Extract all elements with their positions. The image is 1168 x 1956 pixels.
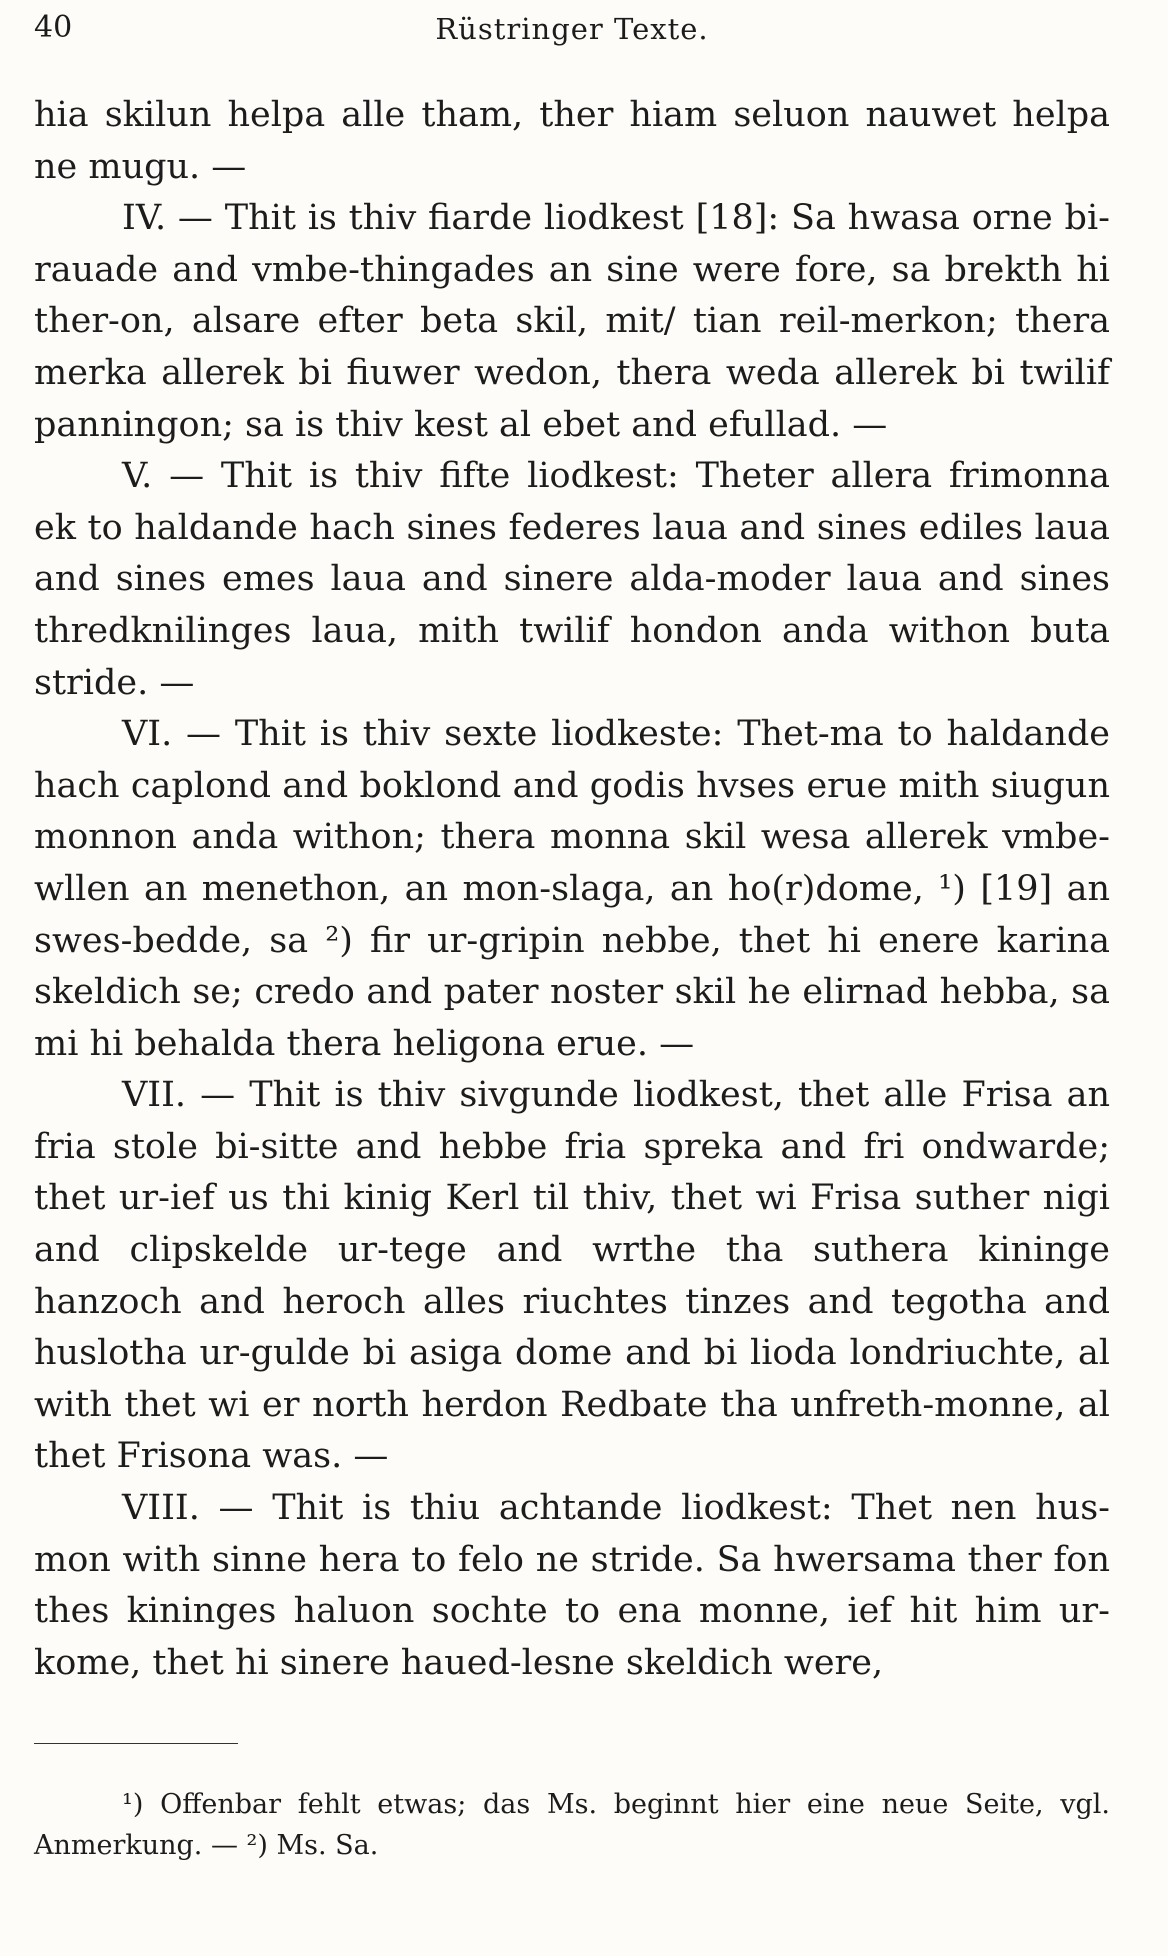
paragraph-viii: VIII. — Thit is thiu achtande liodkest: Thet nen hus-mon with sinne hera to felo ne stride. Sa hwersama ther fon thes kininges haluon sochte to ena monne, ief hit him ur-kome, thet hi sinere haued-lesne skeldich were, — [34, 1488, 1110, 1683]
page-header — [34, 0, 1110, 60]
page-number: 40 — [34, 10, 73, 45]
paragraph-iv: IV. — Thit is thiv fiarde liodkest [18]: Sa hwasa orne bi-rauade and vmbe-thingades an sine were fore, sa brekth hi ther-on, alsare efter beta skil, mit/ tian reil-merkon; thera merka allerek bi fiuwer wedon, thera weda allerek bi twilif panningon; sa is thiv kest al ebet and efullad. — — [34, 198, 1110, 445]
running-title: Rüstringer Texte. — [435, 12, 709, 46]
paragraph-vii: VII. — Thit is thiv sivgunde liodkest, thet alle Frisa an fria stole bi-sitte and hebbe fria spreka and fri ondwarde; thet ur-ief us thi kinig Kerl til thiv, thet wi Frisa suther nigi and clipskelde ur-tege and wrthe tha suthera kininge hanzoch and heroch alles riuchtes tinzes and tegotha and huslotha ur-gulde bi asiga dome and bi lioda londriuchte, al with thet wi er north herdon Redbate tha unfreth-monne, al thet Frisona was. — — [34, 1075, 1110, 1477]
footnote-divider — [34, 1743, 238, 1744]
body-text — [34, 90, 1110, 1689]
paragraph-v: V. — Thit is thiv fifte liodkest: Theter allera frimonna ek to haldande hach sines federes laua and sines ediles laua and sines emes laua and sinere alda-moder laua and sines thredknilinges laua, mith twilif hondon anda withon buta stride. — — [34, 456, 1110, 703]
paragraph-continuation: hia skilun helpa alle tham, ther hiam seluon nauwet helpa ne mugu. — — [34, 95, 1110, 187]
footnotes — [34, 1784, 1110, 1866]
page — [34, 0, 1110, 1866]
footnote: ¹) Offenbar fehlt etwas; das Ms. beginnt hier eine neue Seite, vgl. Anmerkung. — ²) Ms. Sa. — [34, 1789, 1110, 1862]
paragraph-vi: VI. — Thit is thiv sexte liodkeste: Thet-ma to haldande hach caplond and boklond and godis hvses erue mith siugun monnon anda withon; thera monna skil wesa allerek vmbe-wllen an menethon, an mon-slaga, an ho(r)dome, ¹) [19] an swes-bedde, sa ²) fir ur-gripin nebbe, thet hi enere karina skeldich se; credo and pater noster skil he elirnad hebba, sa mi hi behalda thera heligona erue. — — [34, 714, 1110, 1064]
